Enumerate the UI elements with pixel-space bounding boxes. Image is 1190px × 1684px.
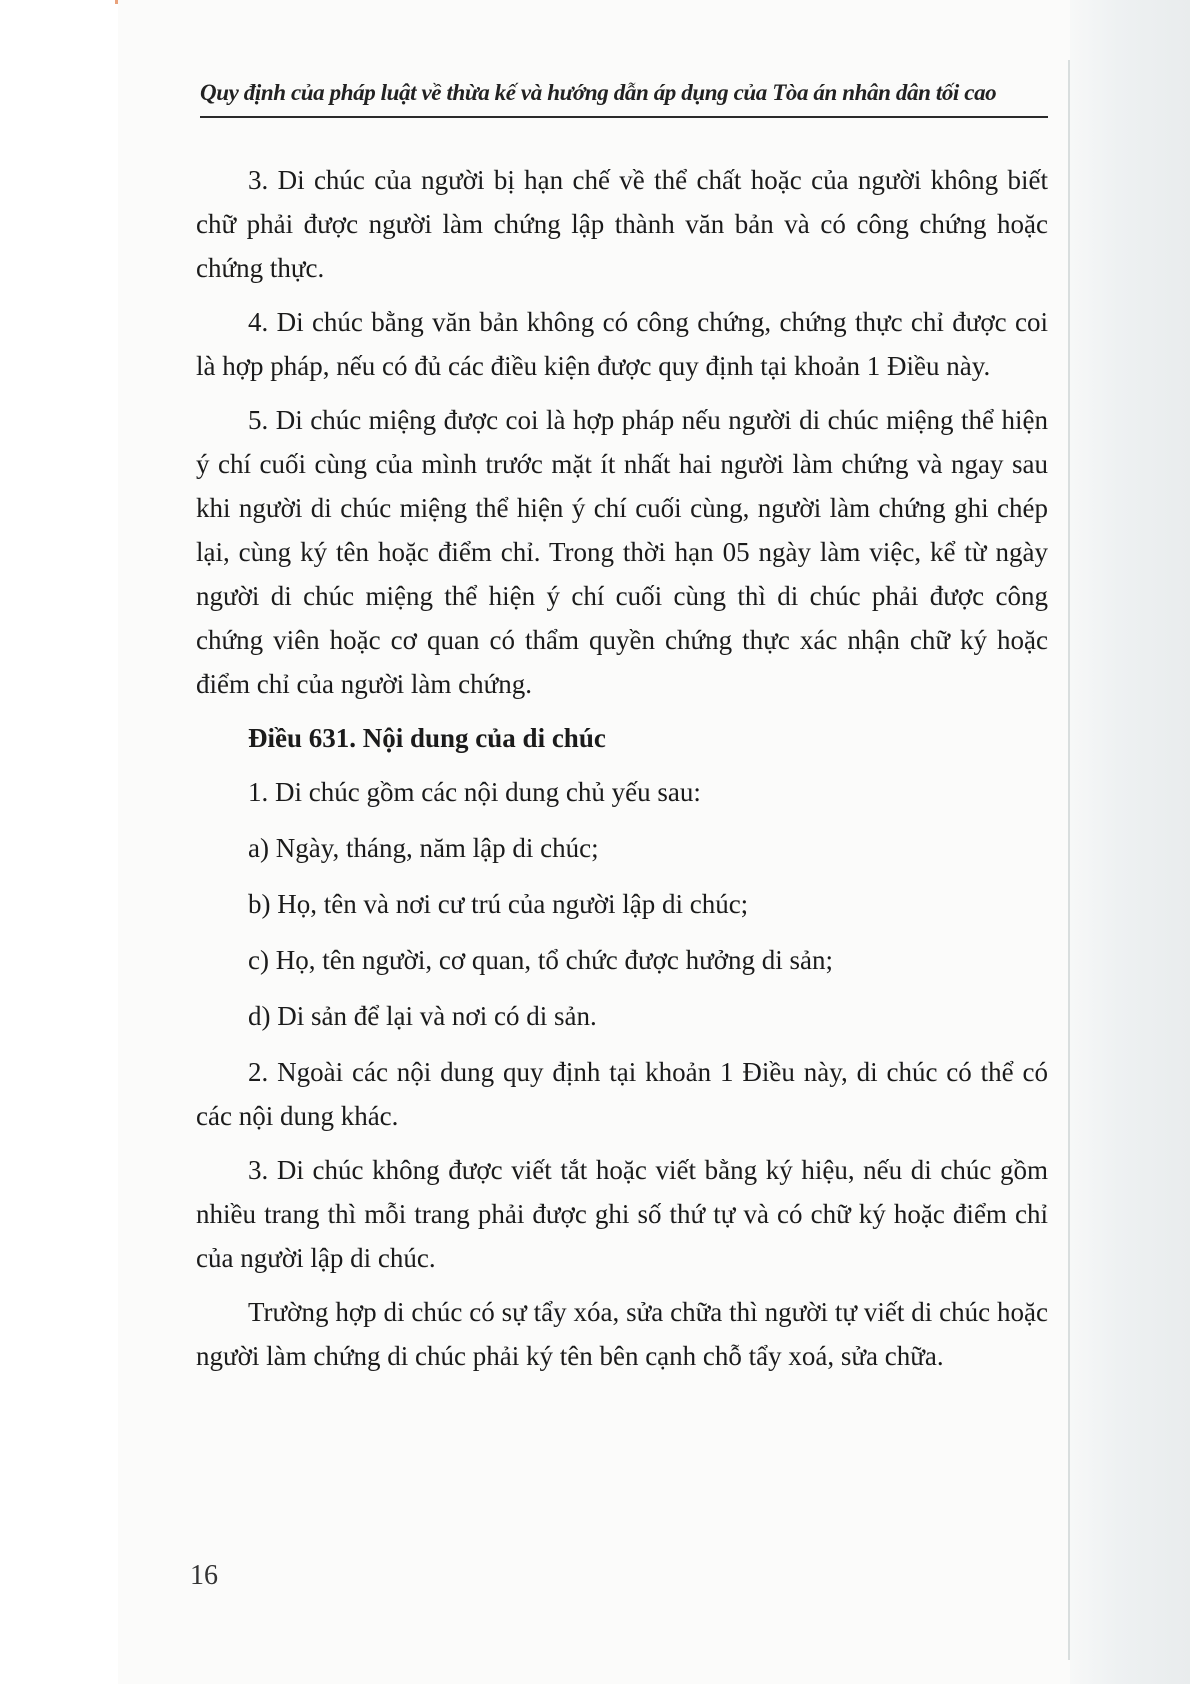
list-item-d: d) Di sản để lại và nơi có di sản.: [248, 1001, 597, 1031]
list-item-a: a) Ngày, tháng, năm lập di chúc;: [248, 833, 599, 863]
article-heading: Điều 631. Nội dung của di chúc: [248, 723, 606, 753]
list-item-b: b) Họ, tên và nơi cư trú của người lập di chúc;: [248, 889, 749, 919]
scan-margin-left: [0, 0, 118, 1684]
page-edge-line: [1068, 60, 1070, 1660]
paragraph-clause-5: 5. Di chúc miệng được coi là hợp pháp nếu người di chúc miệng thể hiện ý chí cuối cùng của mình trước mặt ít nhất hai người làm chứng và ngay sau khi người di chúc miệng thể hiện ý chí cuối cùng, người làm chứng ghi chép lại, cùng ký tên hoặc điểm chỉ. Trong thời hạn 05 ngày làm việc, kể từ ngày người di chúc miệng thể hiện ý chí cuối cùng thì di chúc phải được công chứng viên hoặc cơ quan có thẩm quyền chứng thực xác nhận chữ ký hoặc điểm chỉ của người làm chứng.: [196, 405, 1048, 699]
paragraph-clause-3: 3. Di chúc của người bị hạn chế về thể chất hoặc của người không biết chữ phải được người làm chứng lập thành văn bản và có công chứng hoặc chứng thực.: [196, 165, 1048, 283]
scan-margin-right: [1070, 0, 1190, 1684]
page-body: [196, 158, 1048, 1388]
article-closing-paragraph: Trường hợp di chúc có sự tẩy xóa, sửa chữa thì người tự viết di chúc hoặc người làm chứng di chúc phải ký tên bên cạnh chỗ tẩy xoá, sửa chữa.: [196, 1297, 1048, 1371]
paragraph-clause-4: 4. Di chúc bằng văn bản không có công chứng, chứng thực chỉ được coi là hợp pháp, nếu có đủ các điều kiện được quy định tại khoản 1 Điều này.: [196, 307, 1048, 381]
list-item-c: c) Họ, tên người, cơ quan, tổ chức được hưởng di sản;: [248, 945, 834, 975]
article-clause-1: 1. Di chúc gồm các nội dung chủ yếu sau:: [248, 777, 701, 807]
running-header: Quy định của pháp luật về thừa kế và hướng dẫn áp dụng của Tòa án nhân dân tối cao: [200, 80, 997, 105]
book-page: [118, 0, 1070, 1684]
header-rule: [200, 116, 1048, 118]
page-number: 16: [190, 1560, 218, 1591]
article-clause-2: 2. Ngoài các nội dung quy định tại khoản 1 Điều này, di chúc có thể có các nội dung khác.: [196, 1057, 1048, 1131]
article-clause-3: 3. Di chúc không được viết tắt hoặc viết bằng ký hiệu, nếu di chúc gồm nhiều trang thì mỗi trang phải được ghi số thứ tự và có chữ ký hoặc điểm chỉ của người lập di chúc.: [196, 1155, 1048, 1273]
